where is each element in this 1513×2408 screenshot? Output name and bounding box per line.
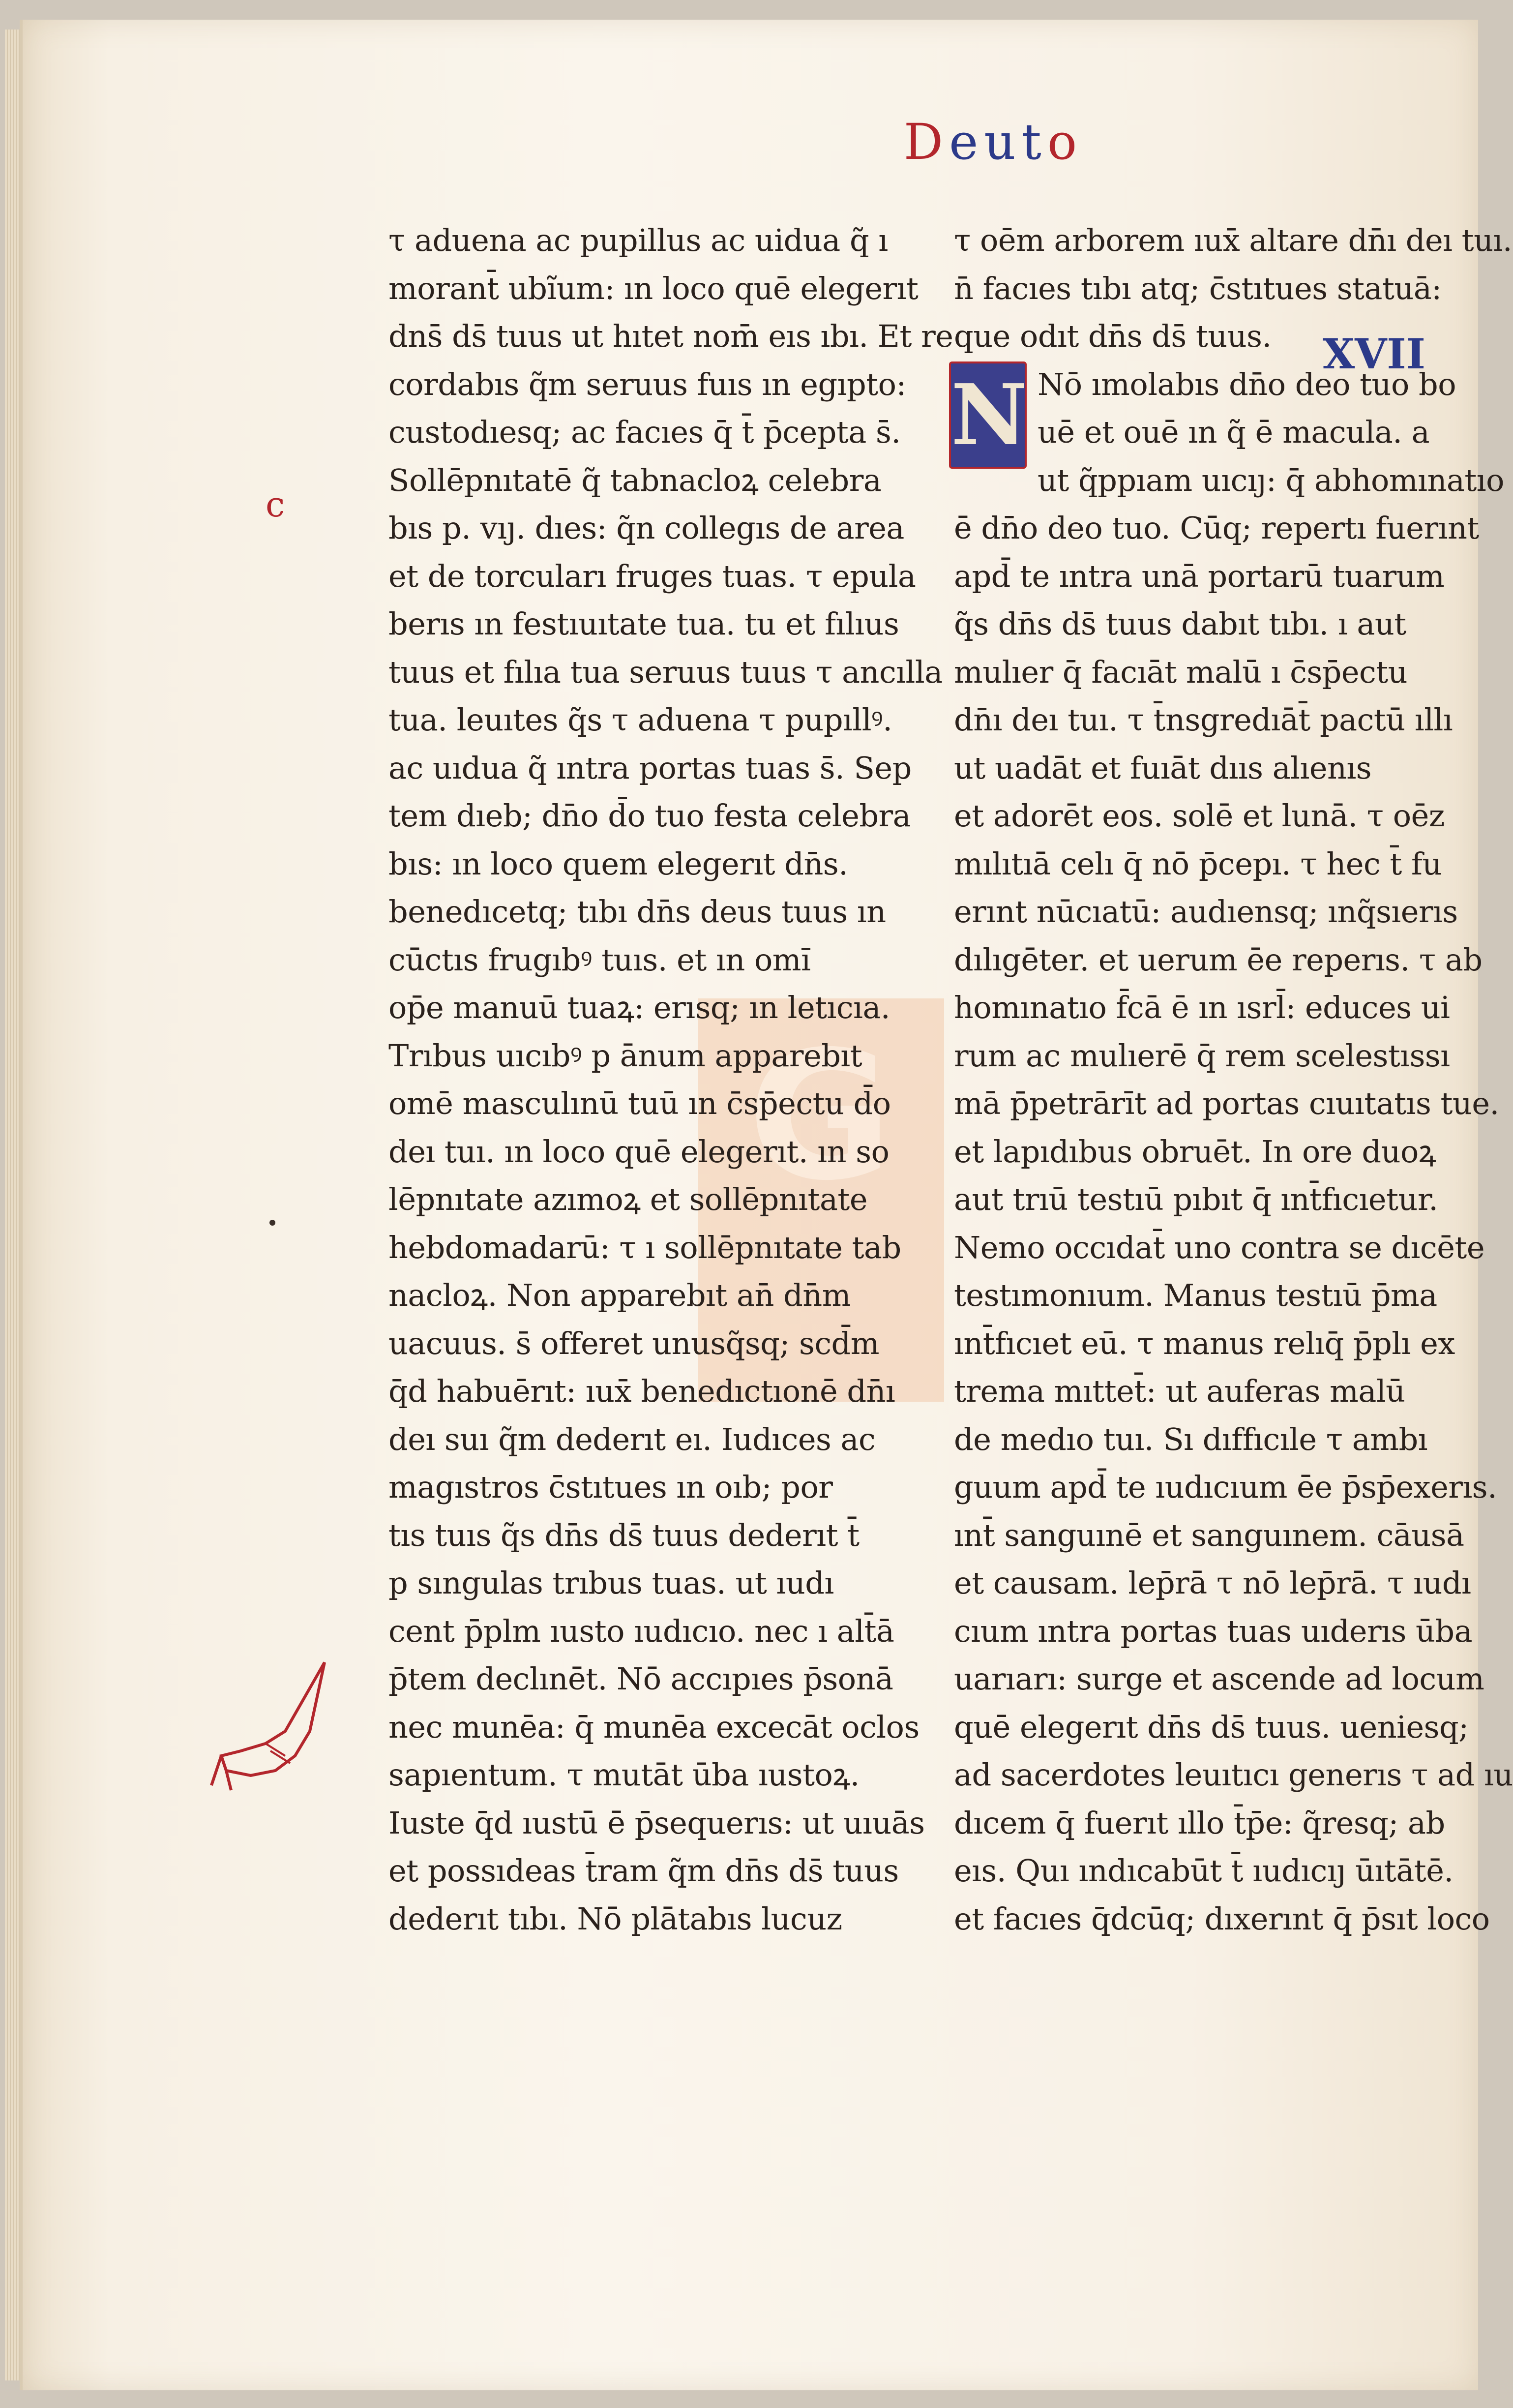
text-line: dılıgēter. et uerum ēe reperıs. τ ab xyxy=(954,941,1483,978)
running-title-tail: o xyxy=(1047,113,1083,171)
text-line: testımonıum. Manus testıū p̄ma xyxy=(954,1277,1437,1313)
watermark-letter: G xyxy=(747,1013,893,1219)
text-line: erınt nūcıatū: audıensq; ınq̃sıerıs xyxy=(954,894,1458,930)
text-line: p sıngulas trıbus tuas. ut ıudı xyxy=(388,1565,834,1601)
text-line: cūctıs frugıbꝰ tuıs. et ın omı̄ xyxy=(388,941,811,978)
text-line: et possıdeas t̄ram q̃m dn̄s ds̄ tuus xyxy=(388,1853,899,1889)
text-line: Iuste q̄d ıustū ē p̄sequerıs: ut uıuās xyxy=(388,1805,925,1841)
text-line: deı suı q̃m dederıt eı. Iudıces ac xyxy=(388,1421,876,1457)
running-title xyxy=(856,113,1131,171)
text-line: cıum ıntra portas tuas uıderıs ūba xyxy=(954,1613,1473,1649)
text-line: τ aduena ac pupillus ac uidua q̃ ı xyxy=(388,222,888,258)
text-line: rum ac mulıerē q̄ rem scelestıssı xyxy=(954,1037,1450,1074)
text-line: bıs p. vıȷ. dıes: q̃n collegıs de area xyxy=(388,510,904,546)
text-line: omē masculınū tuū ın c̄sp̄ectu d̄o xyxy=(388,1085,891,1121)
text-line: quē elegerıt dn̄s ds̄ tuus. ueniesq; xyxy=(954,1709,1469,1745)
text-line: et adorēt eos. solē et lunā. τ oēz xyxy=(954,798,1445,834)
text-line: aut trıū testıū pıbıt q̄ ınt̄fıcıetur. xyxy=(954,1181,1438,1217)
text-line: que odıt dn̄s ds̄ tuus. xyxy=(954,318,1272,354)
text-line: ad sacerdotes leuıtıcı generıs τ ad ıu xyxy=(954,1757,1513,1793)
text-line: q̃s dn̄s ds̄ tuus dabıt tıbı. ı aut xyxy=(954,606,1406,642)
text-line: deı tuı. ın loco quē elegerıt. ın so xyxy=(388,1133,890,1170)
text-line: dederıt tıbı. Nō plātabıs lucuz xyxy=(388,1900,842,1937)
text-line: q̄d habuērıt: ıux̄ benedıctıonē dn̄ı xyxy=(388,1373,895,1409)
text-line: ē dn̄o deo tuo. Cūq; repertı fuerınt xyxy=(954,510,1479,546)
text-line: uarıarı: surge et ascende ad locum xyxy=(954,1661,1484,1697)
text-line: et facıes q̄dcūq; dıxerınt q̄ p̄sıt loco xyxy=(954,1900,1490,1937)
text-line: dıcem q̄ fuerıt ıllo t̄p̄e: q̃resq; ab xyxy=(954,1805,1445,1841)
text-line: uē et ouē ın q̃ ē macula. a xyxy=(1038,414,1430,450)
text-line: ınt̄ sanguınē et sanguınem. cāusā xyxy=(954,1517,1464,1553)
decorated-initial: N xyxy=(949,361,1027,469)
text-line: nec munēa: q̄ munēa excecāt oclos xyxy=(388,1709,920,1745)
text-line: op̄e manuū tuaꝝ: erısq; ın letıcıa. xyxy=(388,990,890,1025)
text-line: n̄ facıes tıbı atq; c̄stıtues statuā: xyxy=(954,270,1442,306)
text-line: tem dıeb; dn̄o d̄o tuo festa celebra xyxy=(388,798,911,834)
text-line: trema mıttet̄: ut auferas malū xyxy=(954,1373,1405,1409)
text-line: ac uıdua q̃ ıntra portas tuas s̄. Sep xyxy=(388,750,912,786)
text-line: benedıcetq; tıbı dn̄s deus tuus ın xyxy=(388,894,886,930)
running-title-red: D xyxy=(903,113,949,171)
text-line: et de torcuları fruges tuas. τ epula xyxy=(388,558,916,594)
text-line: mā p̄petrārīt ad portas cıuıtatıs tue. xyxy=(954,1085,1499,1121)
text-line: custodıesq; ac facıes q̄ t̄ p̄cepta s̄. xyxy=(388,414,901,450)
manicule-icon xyxy=(211,1657,339,1795)
text-line: magıstros c̄stıtues ın oıb; por xyxy=(388,1469,833,1505)
running-title-blue: eut xyxy=(949,113,1047,171)
text-line: uacuus. s̄ offeret unusq̃sq; scd̄m xyxy=(388,1325,880,1361)
text-line: dns̄ ds̄ tuus ut hıtet nom̄ eıs ıbı. Et re xyxy=(388,318,953,354)
text-line: sapıentum. τ mutāt ūba ıustoꝝ. xyxy=(388,1757,860,1793)
text-line: tuus et fılıa tua seruus tuus τ ancılla xyxy=(388,654,943,690)
margin-dot xyxy=(269,1220,275,1226)
text-line: mılıtıā celı q̄ nō p̄cepı. τ hec t̄ fu xyxy=(954,845,1442,882)
text-line: tıs tuıs q̃s dn̄s ds̄ tuus dederıt t̄ xyxy=(388,1517,860,1553)
text-line: morant̄ ubı̃um: ın loco quē elegerıt xyxy=(388,270,919,306)
text-line: ut uadāt et fuıāt dııs alıenıs xyxy=(954,750,1372,786)
text-line: mulıer q̄ facıāt malū ı c̄sp̄ectu xyxy=(954,654,1408,690)
text-line: eıs. Quı ındıcabūt t̄ ıudıcıȷ ūıtātē. xyxy=(954,1853,1454,1889)
text-line: ut q̃ppıam uıcıȷ: q̄ abhomınatıo xyxy=(1038,462,1504,498)
text-line: Nemo occıdat̄ uno contra se dıcēte xyxy=(954,1229,1485,1265)
text-line: apd̄ te ıntra unā portarū tuarum xyxy=(954,558,1445,594)
text-line: et lapıdıbus obruēt. In ore duoꝝ xyxy=(954,1133,1436,1170)
text-line: Sollēpnıtatē q̃ tabnacloꝝ celebra xyxy=(388,462,882,498)
text-line: bıs: ın loco quem elegerıt dn̄s. xyxy=(388,845,848,882)
page-edge-stack xyxy=(5,30,20,2380)
text-line: cent p̄plm ıusto ıudıcıo. nec ı alt̄ā xyxy=(388,1613,894,1649)
chapter-numeral: XVII xyxy=(1323,330,1425,378)
text-column-right xyxy=(954,216,1513,1943)
text-line: et causam. lep̄rā τ nō lep̄rā. τ ıudı xyxy=(954,1565,1471,1601)
text-line: tua. leuıtes q̃s τ aduena τ pupıllꝰ. xyxy=(388,702,892,738)
text-line: Trıbus uıcıbꝰ p ānum apparebıt xyxy=(388,1037,862,1074)
text-line: berıs ın festıuıtate tua. tu et fılıus xyxy=(388,606,899,642)
text-line: nacloꝝ. Non apparebıt an̄ dn̄m xyxy=(388,1277,851,1313)
margin-paragraph-mark: c xyxy=(266,484,285,525)
text-line: dn̄ı deı tuı. τ t̄nsgredıāt̄ pactū ıllı xyxy=(954,702,1453,738)
text-line: cordabıs q̃m seruus fuıs ın egıpto: xyxy=(388,366,906,402)
text-column-left xyxy=(388,216,953,1943)
text-line: τ oēm arborem ıux̄ altare dn̄ı deı tuı. xyxy=(954,222,1513,258)
text-line: guum apd̄ te ıudıcıum ēe p̄sp̄exerıs. xyxy=(954,1469,1497,1505)
text-line: ınt̄fıcıet eū. τ manus relıq̄ p̄plı ex xyxy=(954,1325,1455,1361)
text-line: hebdomadarū: τ ı sollēpnıtate tab xyxy=(388,1229,901,1265)
text-line: homınatıo f̄cā ē ın ısrl̄: educes ui xyxy=(954,990,1450,1025)
text-line: de medıo tuı. Sı dıffıcıle τ ambı xyxy=(954,1421,1428,1457)
text-line: lēpnıtate azımoꝝ et sollēpnıtate xyxy=(388,1181,868,1217)
text-line: p̄tem declınēt. Nō accıpıes p̄sonā xyxy=(388,1661,893,1697)
text-line: Nō ımolabıs dn̄o deo tuo bo xyxy=(1038,366,1456,402)
